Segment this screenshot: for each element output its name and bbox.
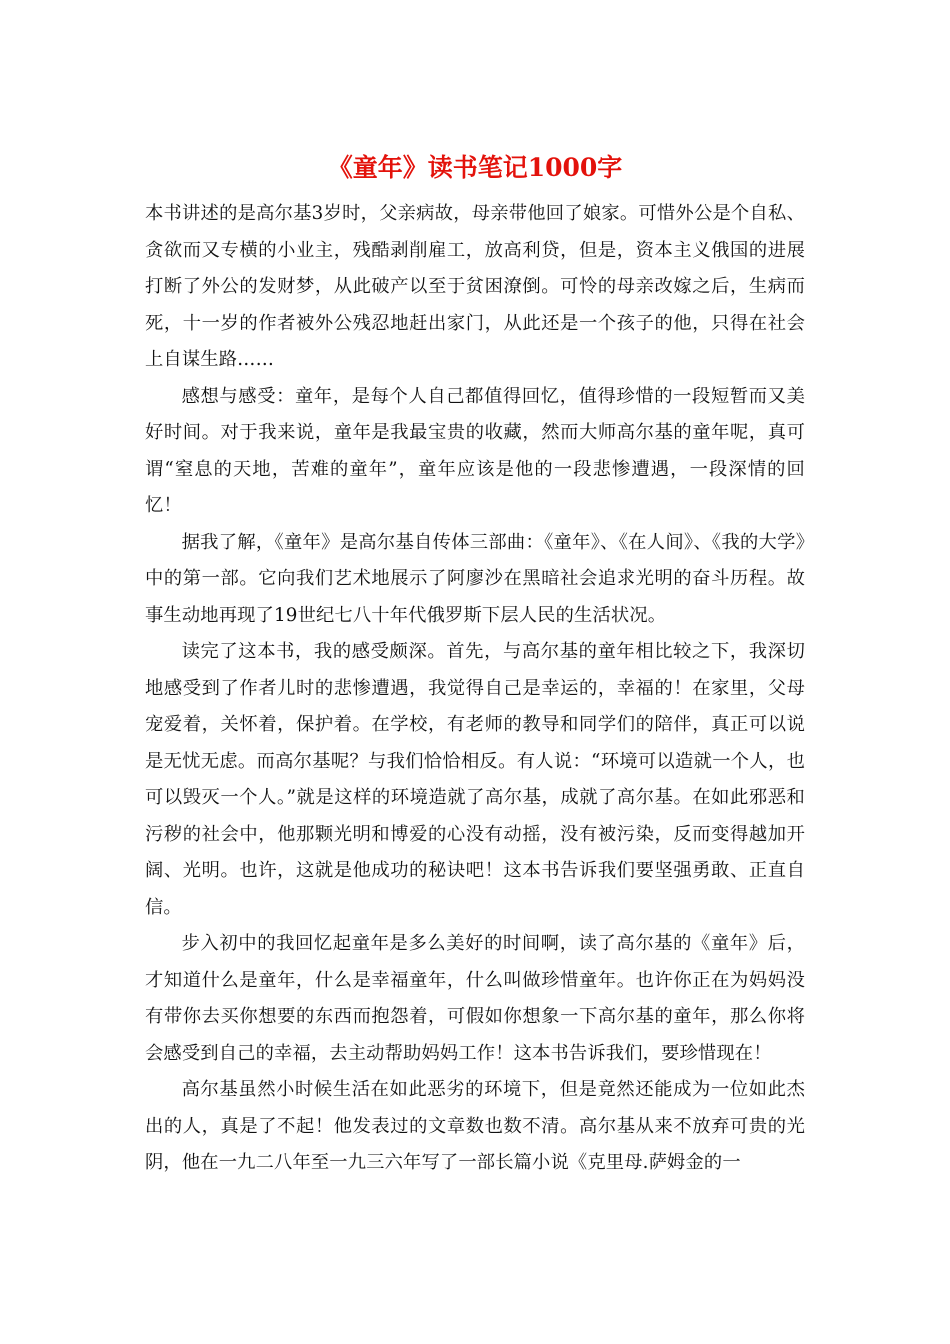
- paragraph-achievement: 高尔基虽然小时候生活在如此恶劣的环境下，但是竟然还能成为一位如此杰出的人，真是了不起！他发表过的文章数也数不清。高尔基从来不放弃可贵的光阴，他在一九二八年至一九三六年写了一部长篇小说《克里母.萨姆金的一: [145, 1079, 805, 1173]
- paragraph-background: 据我了解，《童年》是高尔基自传体三部曲：《童年》、《在人间》、《我的大学》中的第一部。它向我们艺术地展示了阿廖沙在黑暗社会追求光明的奋斗历程。故事生动地再现了19世纪七八十年代俄罗斯下层人民的生活状况。: [145, 531, 805, 626]
- document-title: 《童年》读书笔记1000字: [327, 153, 623, 182]
- paragraph-reflection: 读完了这本书，我的感受颇深。首先，与高尔基的童年相比较之下，我深切地感受到了作者儿时的悲惨遭遇，我觉得自己是幸运的，幸福的！在家里，父母宠爱着，关怀着，保护着。在学校，有老师的教导和同学们的陪伴，真正可以说是无忧无虑。而高尔基呢？与我们恰恰相反。有人说：“环境可以造就一个人，也可以毁灭一个人。”就是这样的环境造就了高尔基，成就了高尔基。在如此邪恶和污秽的社会中，他那颗光明和博爱的心没有动摇，没有被污染，反而变得越加开阔、光明。也许，这就是他成功的秘诀吧！这本书告诉我们要坚强勇敢、正直自信。: [145, 641, 805, 918]
- document-body: [145, 196, 805, 1182]
- paragraph-intro: 本书讲述的是高尔基3岁时，父亲病故，母亲带他回了娘家。可惜外公是个自私、贪欲而又专横的小业主，残酷剥削雇工，放高利贷，但是，资本主义俄国的进展打断了外公的发财梦，从此破产以至于贫困潦倒。可怜的母亲改嫁之后，生病而死，十一岁的作者被外公残忍地赶出家门，从此还是一个孩子的他，只得在社会上自谋生路……: [145, 203, 805, 370]
- paragraph-cherish: 步入初中的我回忆起童年是多么美好的时间啊，读了高尔基的《童年》后，才知道什么是童年，什么是幸福童年，什么叫做珍惜童年。也许你正在为妈妈没有带你去买你想要的东西而抱怨着，可假如你想象一下高尔基的童年，那么你将会感受到自己的幸福，去主动帮助妈妈工作！这本书告诉我们，要珍惜现在！: [145, 933, 805, 1064]
- paragraph-feelings: 感想与感受：童年，是每个人自己都值得回忆，值得珍惜的一段短暂而又美好时间。对于我来说，童年是我最宝贵的收藏，然而大师高尔基的童年呢，真可谓“窒息的天地，苦难的童年”，童年应该是他的一段悲惨遭遇，一段深情的回忆！: [145, 385, 805, 516]
